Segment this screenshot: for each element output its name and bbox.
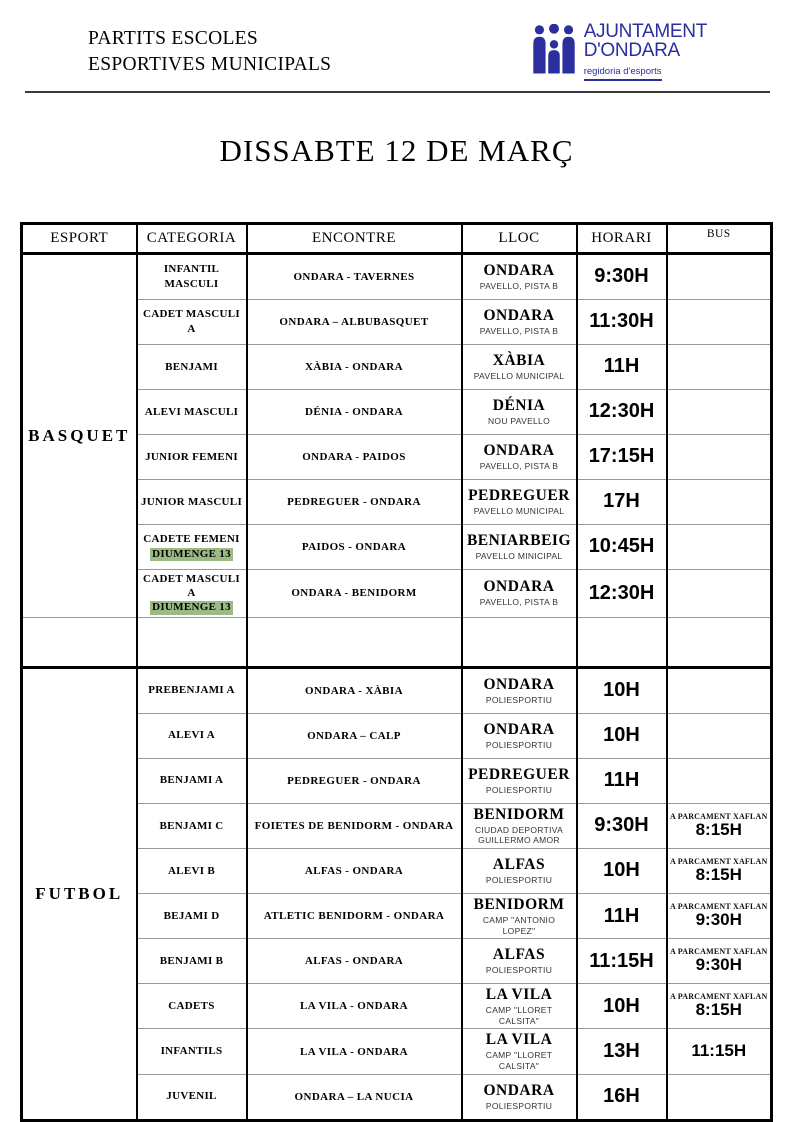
bus-cell <box>667 713 772 758</box>
lloc-cell <box>462 524 577 569</box>
bus-time-label: 9:30H <box>695 910 742 930</box>
categoria-cell <box>137 569 247 617</box>
bus-time-label: 8:15H <box>695 865 742 885</box>
categoria-cell <box>137 713 247 758</box>
categoria-cell <box>137 803 247 848</box>
lloc-town-label: BENIDORM <box>473 895 565 913</box>
bus-cell <box>667 893 772 938</box>
logo-name-line1: AJUNTAMENT <box>583 21 707 42</box>
column-header-lloc: LLOC <box>462 223 577 253</box>
lloc-town-label: LA VILA <box>485 1031 553 1049</box>
horari-cell: 11H <box>577 344 667 389</box>
lloc-venue-label: PAVELLO, PISTA B <box>479 280 559 291</box>
lloc-venue-label: PAVELLO, PISTA B <box>479 460 559 471</box>
horari-cell: 10H <box>577 984 667 1029</box>
lloc-venue-label: PAVELLO, PISTA B <box>479 597 559 608</box>
empty-cell <box>577 617 667 667</box>
ondara-people-logo-icon <box>531 24 577 74</box>
horari-cell: 9:30H <box>577 253 667 299</box>
schedule-table-header <box>22 223 772 253</box>
encontre-cell: ONDARA – ALBUBASQUET <box>247 299 462 344</box>
lloc-town-label: DÉNIA <box>492 396 546 414</box>
empty-row <box>22 617 772 667</box>
horari-cell: 17:15H <box>577 434 667 479</box>
encontre-cell: PAIDOS - ONDARA <box>247 524 462 569</box>
horari-cell: 10H <box>577 713 667 758</box>
lloc-town-label: ONDARA <box>483 1081 555 1099</box>
categoria-label: BENJAMI A <box>159 774 224 787</box>
diumenge-highlight-note: DIUMENGE 13 <box>152 547 231 560</box>
bus-cell <box>667 524 772 569</box>
bus-meeting-point-note: A PARCAMENT XAFLAN <box>669 992 768 1002</box>
categoria-cell <box>137 893 247 938</box>
categoria-label: BENJAMI B <box>159 954 224 967</box>
horari-cell: 11:15H <box>577 939 667 984</box>
encontre-cell: ALFAS - ONDARA <box>247 939 462 984</box>
encontre-cell: LA VILA - ONDARA <box>247 984 462 1029</box>
column-header-esport: ESPORT <box>22 223 137 253</box>
categoria-cell <box>137 848 247 893</box>
bus-cell <box>667 1074 772 1120</box>
horari-cell: 12:30H <box>577 569 667 617</box>
bus-cell <box>667 848 772 893</box>
horari-cell: 11H <box>577 758 667 803</box>
lloc-venue-label: PAVELLO MUNICIPAL <box>473 370 565 381</box>
categoria-label: JUNIOR MASCULI <box>140 495 243 508</box>
lloc-town-label: ONDARA <box>483 261 555 279</box>
lloc-venue-label: CAMP "ANTONIO LOPEZ" <box>482 914 556 936</box>
lloc-venue-label: POLIESPORTIU <box>485 784 553 795</box>
bus-cell <box>667 939 772 984</box>
lloc-cell <box>462 434 577 479</box>
lloc-town-label: ONDARA <box>483 306 555 324</box>
lloc-cell <box>462 667 577 713</box>
bus-time-label: 8:15H <box>695 1000 742 1020</box>
categoria-label: CADETE FEMENI <box>143 533 240 546</box>
horari-cell: 9:30H <box>577 803 667 848</box>
categoria-cell <box>137 984 247 1029</box>
lloc-venue-label: POLIESPORTIU <box>485 965 553 976</box>
categoria-label: ALEVI A <box>167 729 216 742</box>
encontre-cell: PEDREGUER - ONDARA <box>247 758 462 803</box>
lloc-town-label: LA VILA <box>485 986 553 1004</box>
logo-name-line2: D'ONDARA <box>583 40 680 62</box>
encontre-cell: ONDARA - TAVERNES <box>247 253 462 299</box>
categoria-label: BEJAMI D <box>163 909 220 922</box>
document-title-line2: ESPORTIVES MUNICIPALS <box>88 54 332 76</box>
bus-cell <box>667 803 772 848</box>
lloc-town-label: PEDREGUER <box>468 765 570 783</box>
bus-time-label: 8:15H <box>695 819 742 839</box>
encontre-cell: ONDARA – CALP <box>247 713 462 758</box>
lloc-venue-label: POLIESPORTIU <box>485 1100 553 1111</box>
categoria-label: CADET MASCULI A <box>143 572 240 600</box>
bus-cell <box>667 434 772 479</box>
lloc-venue-label: POLIESPORTIU <box>485 694 553 705</box>
categoria-label: ALEVI B <box>167 864 216 877</box>
match-row <box>22 667 772 713</box>
categoria-cell <box>137 667 247 713</box>
horari-cell: 11H <box>577 893 667 938</box>
categoria-cell <box>137 389 247 434</box>
encontre-cell: LA VILA - ONDARA <box>247 1029 462 1074</box>
categoria-cell <box>137 1029 247 1074</box>
encontre-cell: FOIETES DE BENIDORM - ONDARA <box>247 803 462 848</box>
categoria-label: INFANTIL MASCULI <box>163 263 220 290</box>
lloc-cell <box>462 803 577 848</box>
bus-cell <box>667 253 772 299</box>
encontre-cell: ONDARA - XÀBIA <box>247 667 462 713</box>
lloc-town-label: BENIDORM <box>473 805 565 823</box>
lloc-cell <box>462 569 577 617</box>
horari-cell: 12:30H <box>577 389 667 434</box>
encontre-cell: ONDARA - PAIDOS <box>247 434 462 479</box>
lloc-venue-label: CAMP "LLORET CALSITA" <box>485 1005 553 1026</box>
document-title-line1: PARTITS ESCOLES <box>88 28 259 49</box>
header-row <box>22 223 772 253</box>
lloc-venue-label: CAMP "LLORET CALSITA" <box>485 1050 553 1072</box>
horari-cell: 10:45H <box>577 524 667 569</box>
encontre-cell: ATLETIC BENIDORM - ONDARA <box>247 893 462 938</box>
lloc-cell <box>462 299 577 344</box>
categoria-cell <box>137 253 247 299</box>
categoria-label: BENJAMI C <box>159 819 224 832</box>
bus-meeting-point-note: A PARCAMENT XAFLAN <box>669 947 768 957</box>
page-title: DISSABTE 12 DE MARÇ <box>219 132 574 168</box>
lloc-town-label: ONDARA <box>483 675 555 693</box>
lloc-venue-label: CIUDAD DEPORTIVA GUILLERMO AMOR <box>474 824 564 846</box>
lloc-town-label: PEDREGUER <box>468 486 570 504</box>
categoria-cell <box>137 479 247 524</box>
empty-cell <box>22 617 137 667</box>
bus-cell <box>667 1029 772 1074</box>
bus-meeting-point-note: A PARCAMENT XAFLAN <box>669 811 768 821</box>
lloc-town-label: ONDARA <box>483 578 555 596</box>
categoria-cell <box>137 758 247 803</box>
bus-cell <box>667 389 772 434</box>
column-header-bus: BUS <box>667 223 772 253</box>
column-header-encontre: ENCONTRE <box>247 223 462 253</box>
lloc-venue-label: POLIESPORTIU <box>485 739 553 750</box>
encontre-cell: ONDARA – LA NUCIA <box>247 1074 462 1120</box>
categoria-cell <box>137 344 247 389</box>
lloc-town-label: ALFAS <box>492 946 546 964</box>
document-header <box>0 0 793 81</box>
categoria-label: BENJAMI <box>165 360 218 373</box>
lloc-cell <box>462 939 577 984</box>
lloc-venue-label: POLIESPORTIU <box>485 875 553 886</box>
bus-cell <box>667 667 772 713</box>
bus-cell <box>667 569 772 617</box>
lloc-cell <box>462 1029 577 1074</box>
match-row <box>22 253 772 299</box>
document-title <box>88 26 331 79</box>
column-header-horari: HORARI <box>577 223 667 253</box>
categoria-label: INFANTILS <box>160 1045 223 1058</box>
bus-cell <box>667 758 772 803</box>
lloc-town-label: ONDARA <box>483 720 555 738</box>
encontre-cell: PEDREGUER - ONDARA <box>247 479 462 524</box>
lloc-town-label: XÀBIA <box>492 351 546 369</box>
lloc-venue-label: PAVELLO, PISTA B <box>479 325 559 336</box>
diumenge-highlight-note: DIUMENGE 13 <box>152 601 231 614</box>
categoria-label: PREBENJAMI A <box>148 684 235 697</box>
lloc-cell <box>462 984 577 1029</box>
bus-cell <box>667 344 772 389</box>
categoria-label: CADETS <box>168 1000 215 1013</box>
categoria-cell <box>137 299 247 344</box>
encontre-cell: XÀBIA - ONDARA <box>247 344 462 389</box>
lloc-cell <box>462 1074 577 1120</box>
lloc-venue-label: PAVELLO MUNICIPAL <box>473 505 565 516</box>
lloc-cell <box>462 893 577 938</box>
horari-cell: 11:30H <box>577 299 667 344</box>
horari-cell: 13H <box>577 1029 667 1074</box>
lloc-cell <box>462 848 577 893</box>
encontre-cell: DÉNIA - ONDARA <box>247 389 462 434</box>
sport-name-cell: FUTBOL <box>22 667 137 1120</box>
bus-cell <box>667 984 772 1029</box>
bus-meeting-point-note: A PARCAMENT XAFLAN <box>669 857 768 867</box>
lloc-town-label: BENIARBEIG <box>466 531 572 549</box>
horari-cell: 10H <box>577 848 667 893</box>
empty-cell <box>247 617 462 667</box>
ondara-logo <box>531 22 707 81</box>
encontre-cell: ONDARA - BENIDORM <box>247 569 462 617</box>
bus-meeting-point-note: A PARCAMENT XAFLAN <box>669 902 768 912</box>
categoria-cell <box>137 1074 247 1120</box>
lloc-cell <box>462 344 577 389</box>
horari-cell: 16H <box>577 1074 667 1120</box>
horari-cell: 17H <box>577 479 667 524</box>
categoria-label: CADET MASCULI A <box>143 308 240 335</box>
bus-cell <box>667 479 772 524</box>
bus-time-label: 9:30H <box>695 955 742 975</box>
encontre-cell: ALFAS - ONDARA <box>247 848 462 893</box>
lloc-cell <box>462 479 577 524</box>
bus-cell <box>667 299 772 344</box>
categoria-label: ALEVI MASCULI <box>144 405 239 418</box>
lloc-venue-label: PAVELLO MINICIPAL <box>475 550 563 561</box>
lloc-town-label: ALFAS <box>492 856 546 874</box>
categoria-label: JUVENIL <box>166 1090 217 1103</box>
lloc-cell <box>462 758 577 803</box>
sport-name-cell: BASQUET <box>22 253 137 617</box>
ondara-logo-text <box>584 22 707 81</box>
categoria-cell <box>137 524 247 569</box>
empty-cell <box>462 617 577 667</box>
empty-cell <box>667 617 772 667</box>
bus-time-label: 11:15H <box>691 1041 747 1061</box>
column-header-categoria: CATEGORIA <box>137 223 247 253</box>
lloc-cell <box>462 389 577 434</box>
horari-cell: 10H <box>577 667 667 713</box>
logo-subtitle: regidoria d'esports <box>584 66 662 81</box>
lloc-cell <box>462 713 577 758</box>
categoria-cell <box>137 939 247 984</box>
schedule-table <box>20 222 773 1122</box>
categoria-label: JUNIOR FEMENI <box>145 450 238 463</box>
lloc-town-label: ONDARA <box>483 441 555 459</box>
lloc-cell <box>462 253 577 299</box>
empty-cell <box>137 617 247 667</box>
categoria-cell <box>137 434 247 479</box>
lloc-venue-label: NOU PAVELLO <box>487 415 551 426</box>
header-divider <box>25 91 770 93</box>
schedule-table-body <box>22 253 772 1120</box>
